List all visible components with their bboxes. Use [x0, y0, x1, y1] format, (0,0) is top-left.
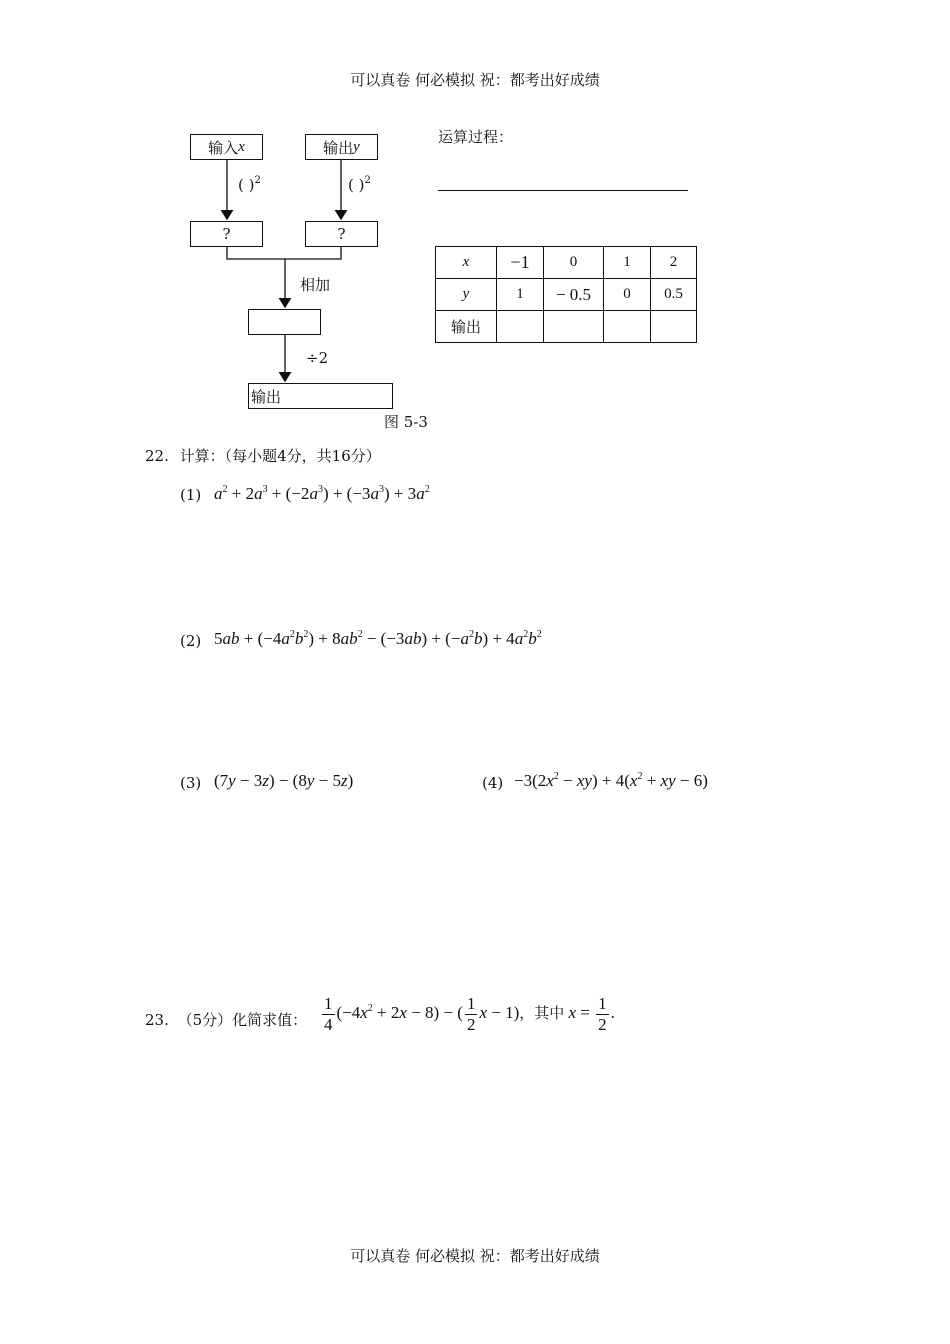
process-answer-line	[438, 190, 688, 191]
output-label: 输出	[323, 138, 354, 157]
q22-p2-label: (2)	[180, 632, 202, 650]
q22-p1-expression: $a^2 + 2a^3 + (-2a^3) + (-3a^3) + 3a^2$	[214, 484, 430, 503]
q23-expression: $\frac{1}{4}$ $(-4x^2 + 2x - 8)$ − ( $\frac{1}{2}$ x − 1)，其中 x = $\frac{1}{2}$ .	[324, 994, 615, 1034]
value-table	[435, 246, 697, 343]
q23-number: 23.	[145, 1011, 169, 1029]
q22-p3-label: (3)	[180, 774, 202, 792]
table-row: x −1 0 1 2	[436, 247, 697, 279]
q22-heading	[145, 445, 381, 466]
table-row: y 1 − 0.5 0 0.5	[436, 279, 697, 311]
q22-title: 计算：（每小题4分，共16分）	[179, 447, 381, 465]
final-output-box: 输出	[248, 383, 393, 409]
q22-number: 22.	[145, 447, 169, 465]
input-label: 输入	[208, 138, 239, 157]
merge-bracket	[227, 247, 341, 259]
page-header: 可以真卷 何必模拟 祝：都考出好成绩	[350, 71, 600, 89]
q23-heading	[145, 1009, 307, 1030]
add-label: 相加	[300, 276, 331, 294]
q22-p3-expression: (7y − 3z) − (8y − 5z)	[214, 771, 354, 790]
figure-caption: 图 5-3	[384, 413, 428, 431]
flowchart-arrows	[0, 0, 500, 440]
divide-label: ÷2	[306, 349, 329, 367]
q23-where: ，其中	[519, 1003, 565, 1022]
question-box-right: ?	[305, 221, 378, 247]
q22-p4-expression: $-3(2x^2 - xy) + 4(x^2$ + xy − 6)	[514, 771, 708, 790]
square-op-left: ( )$^2$	[238, 175, 261, 194]
table-row: 输出	[436, 311, 697, 343]
q22-p2-expression: $5ab + (-4a^2b^2) + 8ab^2 - (-3ab) + (-a^2b) + 4a^2b^2$	[214, 629, 542, 648]
q22-p1-label: (1)	[180, 486, 202, 504]
square-op-right: ( )$^2$	[348, 175, 371, 194]
process-label: 运算过程：	[438, 128, 514, 146]
q22-p4-label: (4)	[482, 774, 504, 792]
input-var: x	[238, 138, 245, 155]
question-box-left: ?	[190, 221, 263, 247]
q23-title: （5分）化简求值：	[177, 1011, 308, 1029]
page-footer: 可以真卷 何必模拟 祝：都考出好成绩	[350, 1247, 600, 1265]
output-var: y	[353, 138, 360, 155]
